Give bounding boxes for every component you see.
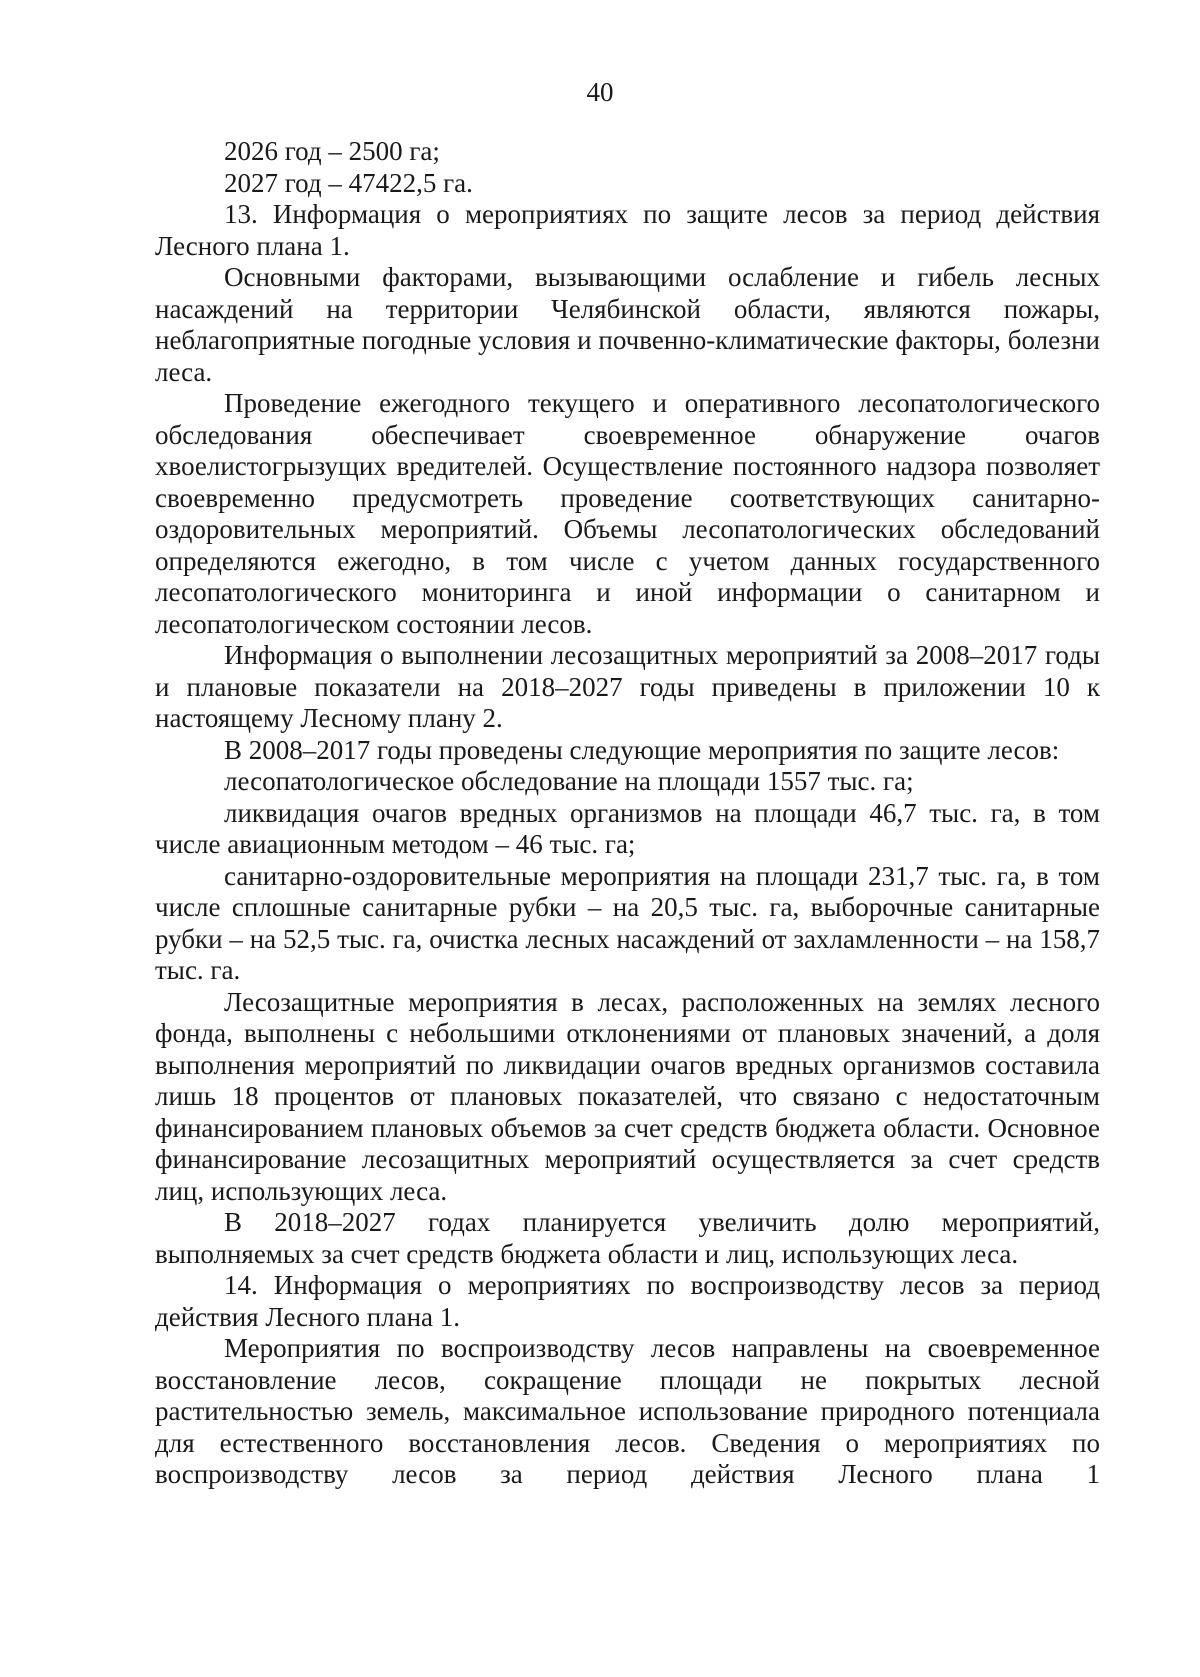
paragraph-sanitary-measures: санитарно-оздоровительные мероприятия на площади 231,7 тыс. га, в том числе сплошные санитарные рубки – на 20,5 тыс. га, выборочные санитарные рубки – на 52,5 тыс. га, очистка лесных насаждений от захламленности – на 158,7 тыс. га. (155, 860, 1100, 985)
paragraph-reproduction-measures: Мероприятия по воспроизводству лесов направлены на своевременное восстановление лесов, сокращение площади не покрытых лесной растительностью земель, максимальное использование природного потенциала для естественного восстановления лесов. Сведения о мероприятиях по воспроизводству лесов за период действия Лесного плана 1 (155, 1333, 1100, 1489)
paragraph-pest-elimination: ликвидация очагов вредных организмов на площади 46,7 тыс. га, в том числе авиационным методом – 46 тыс. га; (155, 797, 1100, 859)
paragraph-section-14-heading: 14. Информация о мероприятиях по воспроизводству лесов за период действия Лесного плана 1. (155, 1270, 1100, 1332)
document-body (155, 136, 1100, 1491)
paragraph-activities-intro: В 2008–2017 годы проведены следующие мероприятия по защите лесов: (224, 734, 1060, 765)
paragraph-survey-area: лесопатологическое обследование на площади 1557 тыс. га; (224, 766, 914, 796)
paragraph-appendix-reference: Информация о выполнении лесозащитных мероприятий за 2008–2017 годы и плановые показатели на 2018–2027 годы приведены в приложении 10 к настоящему Лесному плану 2. (155, 640, 1100, 733)
paragraph-year-2027: 2027 год – 47422,5 га. (224, 167, 473, 198)
paragraph-2018-2027-plan: В 2018–2027 годах планируется увеличить долю мероприятий, выполняемых за счет средств бюджета области и лиц, использующих леса. (155, 1207, 1100, 1269)
paragraph-year-2026: 2026 год – 2500 га; (224, 136, 440, 166)
paragraph-protection-results: Лесозащитные мероприятия в лесах, расположенных на землях лесного фонда, выполнены с небольшими отклонениями от плановых значений, а доля выполнения мероприятий по ликвидации очагов вредных организмов составила лишь 18 процентов от плановых показателей, что связано с недостаточным финансированием плановых объемов за счет средств бюджета области. Основное финансирование лесозащитных мероприятий осуществляется за счет средств лиц, использующих леса. (155, 986, 1100, 1206)
paragraph-main-factors: Основными факторами, вызывающими ослабление и гибель лесных насаждений на территории Челябинской области, являются пожары, неблагоприятные погодные условия и почвенно-климатические факторы, болезни леса. (155, 262, 1100, 387)
page-number: 40 (586, 77, 614, 107)
paragraph-pathology-survey: Проведение ежегодного текущего и оперативного лесопатологического обследования обеспечивает своевременное обнаружение очагов хвоелистогрызущих вредителей. Осуществление постоянного надзора позволяет своевременно предусмотреть проведение соответствующих санитарно-оздоровительных мероприятий. Объемы лесопатологических обследований определяются ежегодно, в том числе с учетом данных государственного лесопатологического мониторинга и иной информации о санитарном и лесопатологическом состоянии лесов. (155, 388, 1100, 639)
paragraph-section-13-heading: 13. Информация о мероприятиях по защите лесов за период действия Лесного плана 1. (155, 199, 1100, 261)
